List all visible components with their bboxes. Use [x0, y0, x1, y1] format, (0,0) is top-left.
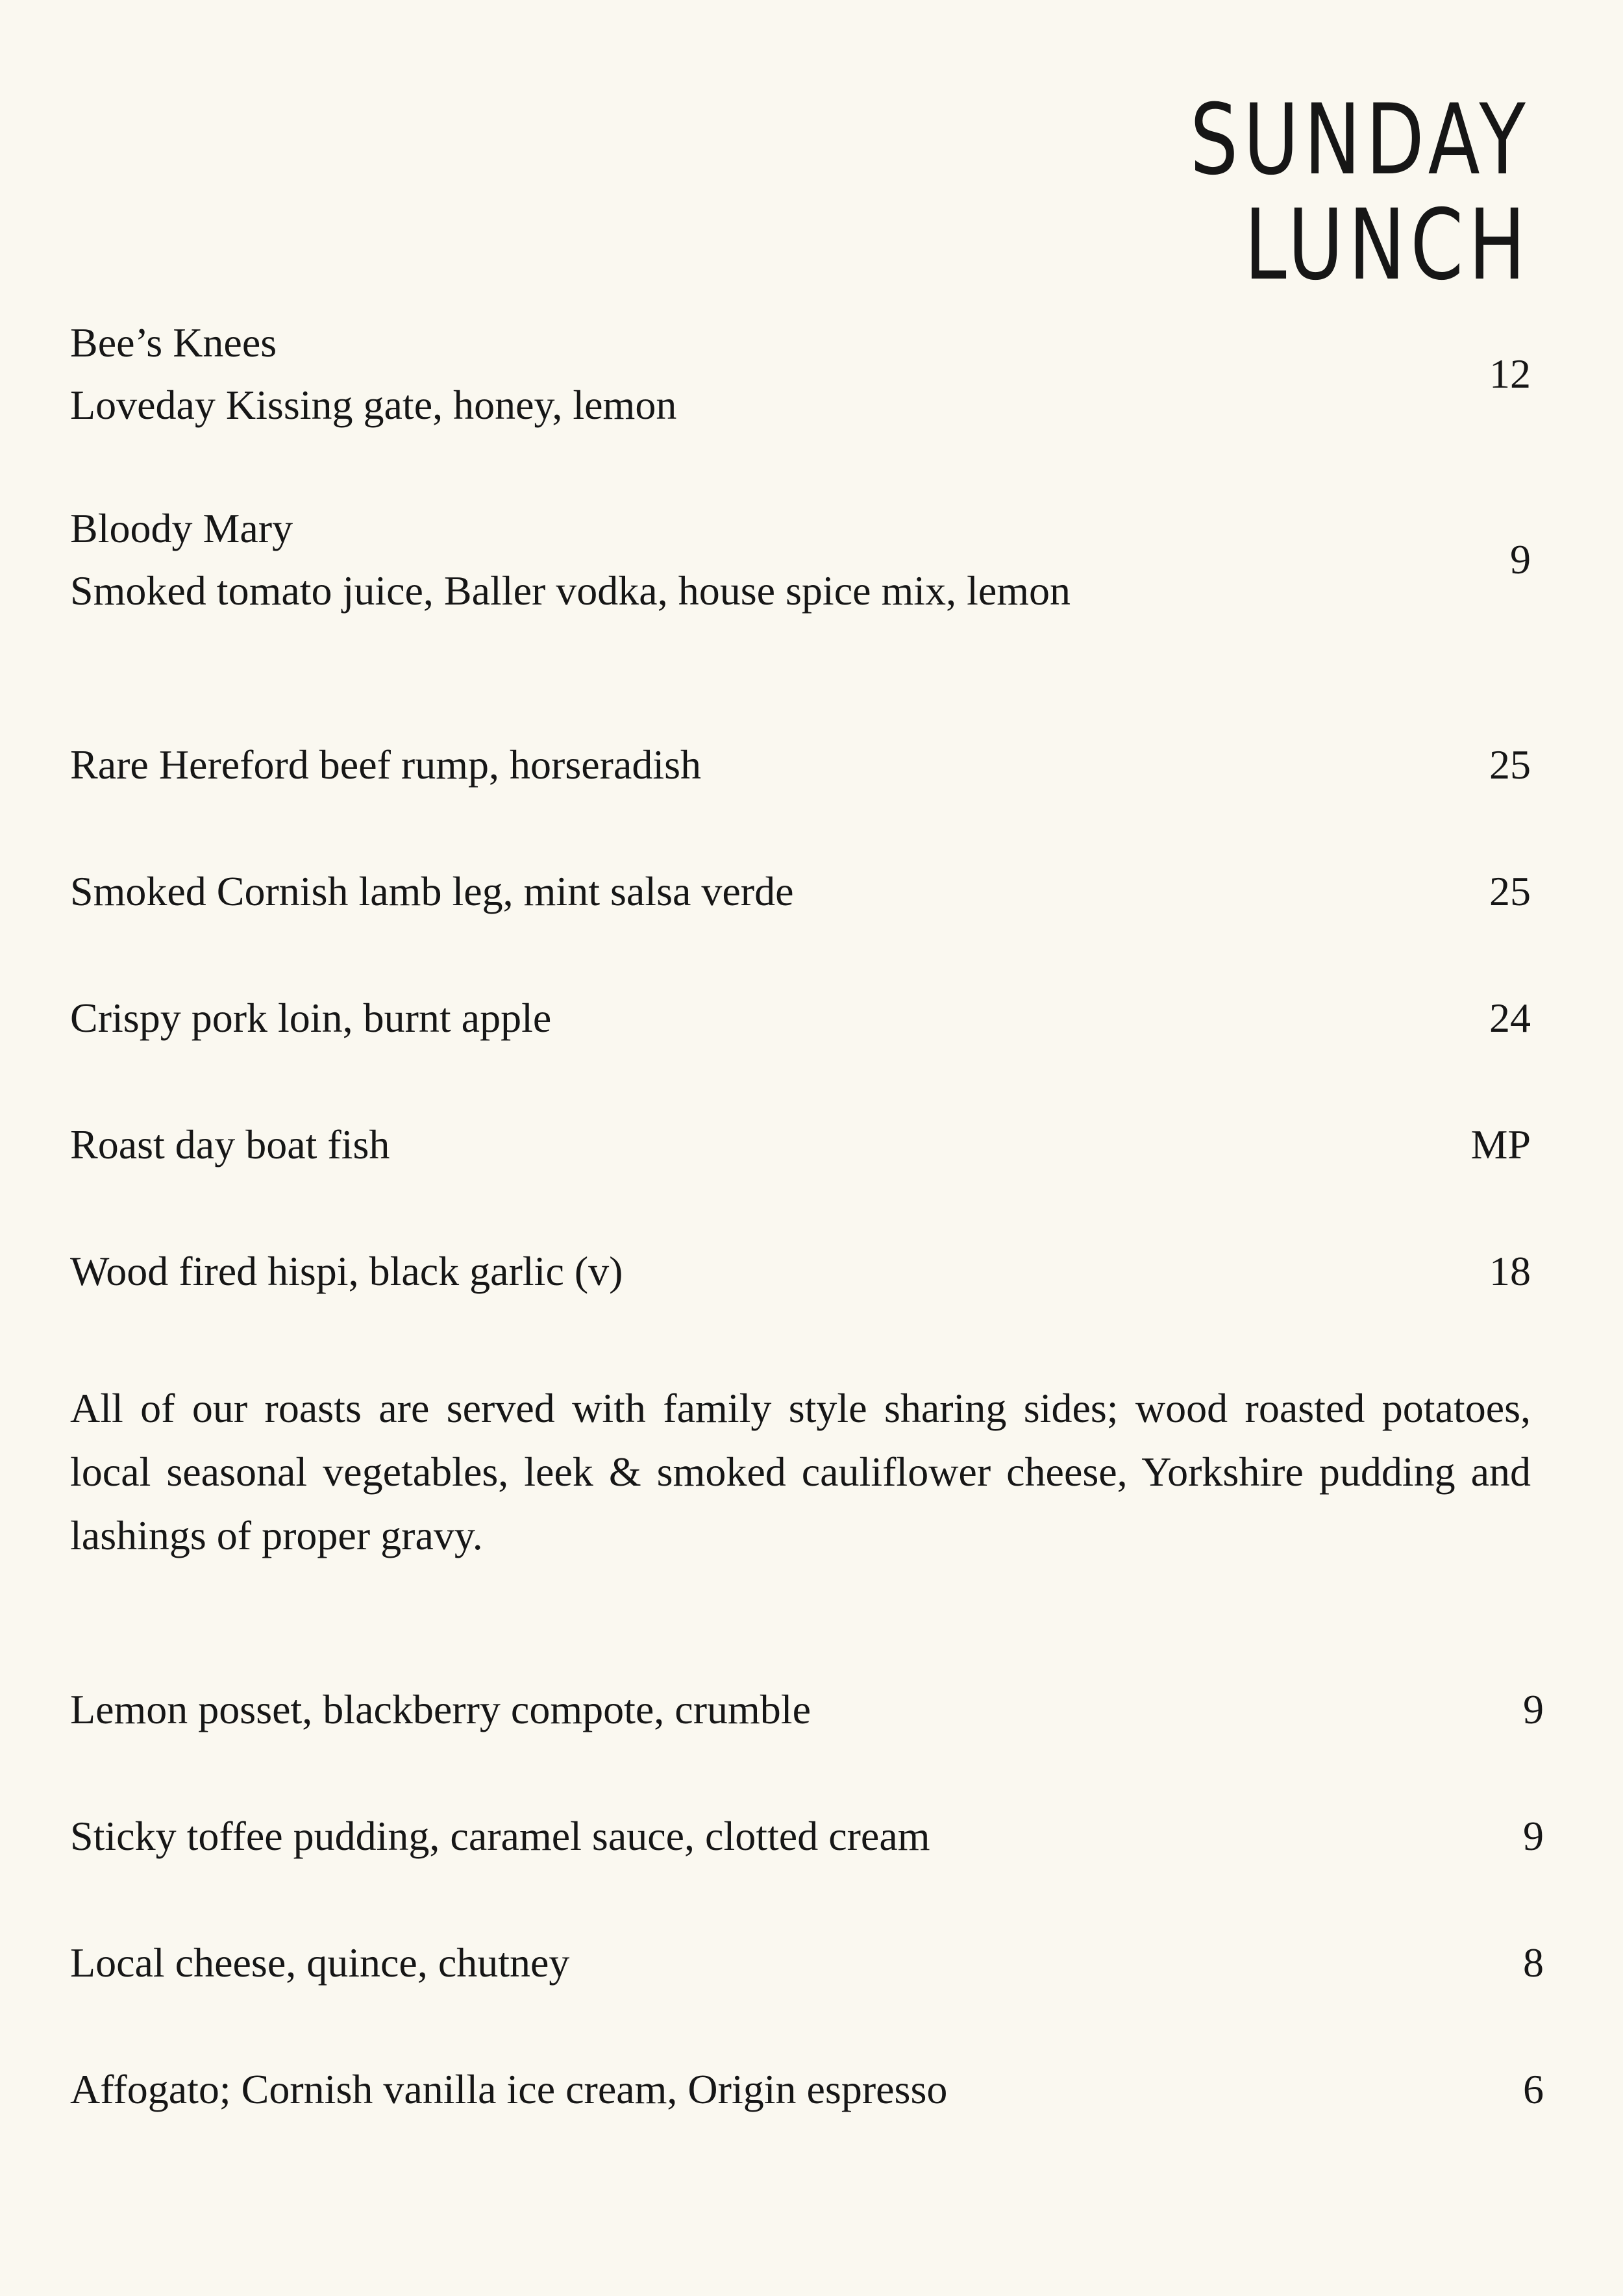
dessert-name: Affogato; Cornish vanilla ice cream, Origin espresso: [70, 2066, 948, 2112]
drink-item: [70, 497, 1531, 622]
dessert-item: [70, 1932, 1544, 1994]
dessert-item: [70, 2058, 1544, 2121]
main-item: [70, 1240, 1531, 1303]
main-price: 25: [1489, 868, 1531, 914]
dessert-item: [70, 1805, 1544, 1867]
drink-description: Loveday Kissing gate, honey, lemon: [70, 382, 677, 428]
dessert-price: 6: [1523, 2066, 1544, 2112]
title-line-2: LUNCH: [1244, 189, 1531, 302]
main-price: 25: [1489, 742, 1531, 788]
dessert-name: Sticky toffee pudding, caramel sauce, clotted cream: [70, 1813, 930, 1859]
main-price: 24: [1489, 995, 1531, 1041]
drink-price: 9: [1510, 536, 1531, 582]
drink-name: Bloody Mary: [70, 505, 293, 551]
drink-price: 12: [1489, 351, 1531, 397]
dessert-price: 8: [1523, 1940, 1544, 1986]
main-item: [70, 1114, 1531, 1176]
dessert-price: 9: [1523, 1686, 1544, 1732]
main-item: [70, 734, 1531, 796]
drink-name: Bee’s Knees: [70, 319, 277, 366]
drink-item: [70, 312, 1531, 436]
main-name: Rare Hereford beef rump, horseradish: [70, 742, 702, 788]
drink-description: Smoked tomato juice, Baller vodka, house spice mix, lemon: [70, 568, 1071, 614]
main-name: Smoked Cornish lamb leg, mint salsa verde: [70, 868, 794, 914]
main-name: Roast day boat fish: [70, 1121, 390, 1167]
main-name: Crispy pork loin, burnt apple: [70, 995, 552, 1041]
main-price: 18: [1489, 1248, 1531, 1294]
main-item: [70, 860, 1531, 923]
main-item: [70, 987, 1531, 1049]
dessert-price: 9: [1523, 1813, 1544, 1859]
main-price: MP: [1470, 1121, 1531, 1167]
dessert-name: Local cheese, quince, chutney: [70, 1940, 570, 1986]
sides-note: All of our roasts are served with family style sharing sides; wood roasted potatoes, local seasonal vegetables, leek & smoked cauliflower cheese, Yorkshire pudding and lashings of proper gravy.: [70, 1385, 1531, 1558]
dessert-name: Lemon posset, blackberry compote, crumble: [70, 1686, 811, 1732]
menu-title: [1190, 84, 1531, 302]
title-line-1: SUNDAY: [1190, 84, 1531, 197]
main-name: Wood fired hispi, black garlic (v): [70, 1248, 623, 1294]
dessert-item: [70, 1678, 1544, 1741]
